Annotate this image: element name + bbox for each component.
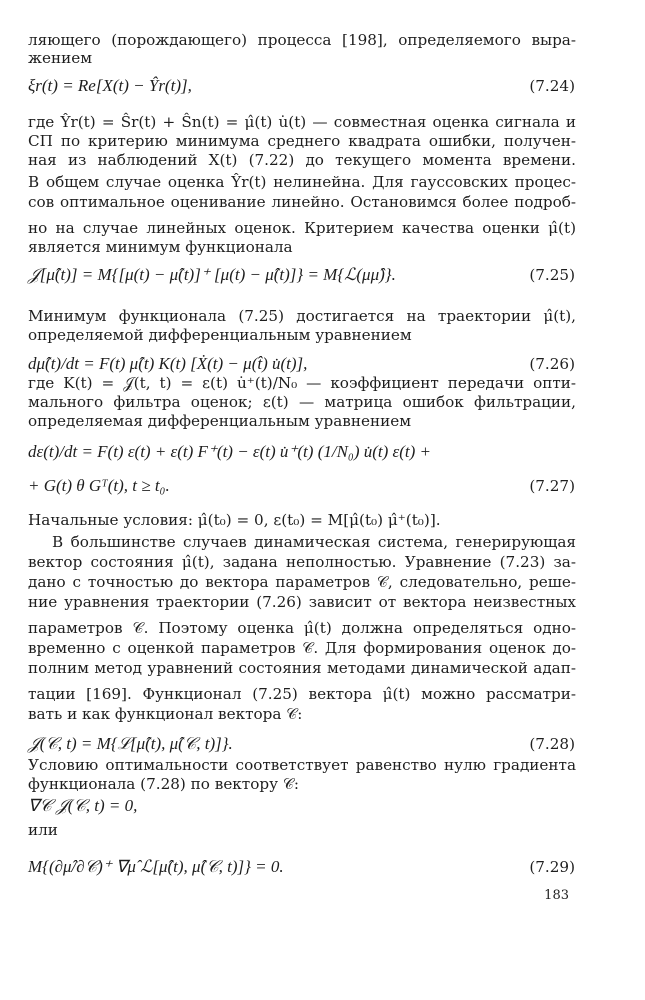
text-line: параметров 𝒞. Поэтому оценка μ̂(t) должна определяться одно- [28, 619, 576, 637]
text-line: где K(t) = 𝒥(t, t) = ε(t) u̇⁺(t)/N₀ — коэффициент передачи опти- [28, 374, 576, 392]
text-line: является минимум функционала [28, 238, 293, 256]
text-line: вектор состояния μ̂(t), задана неполностью. Уравнение (7.23) за- [28, 553, 576, 571]
equation-7-26: dμ̂(t)/dt = F(t) μ̂(t) K(t) [Ẋ(t) − μ(t̂) u̇(t)], [28, 354, 308, 373]
text-line: но на случае линейных оценок. Критерием качества оценки μ̂(t) [28, 219, 576, 237]
text-line: В общем случае оценка Ŷr(t) нелинейна. Для гауссовских процес- [28, 173, 576, 191]
text-line: определяемая дифференциальным уравнением [28, 412, 412, 430]
equation-7-27-cont: + G(t) θ Gᵀ(t), t ≥ t₀. [28, 476, 170, 495]
text-line: сов оптимальное оценивание линейно. Остановимся более подроб- [28, 193, 576, 211]
equation-gradient: ∇𝒞 𝒥(𝒞, t) = 0, [28, 796, 138, 815]
text-line: Условию оптимальности соответствует равенство нулю градиента [28, 756, 576, 774]
equation-7-28: 𝒥(𝒞, t) = M{ℒ[μ̂(t), μ̂(𝒞, t)]}. [28, 734, 233, 753]
text-line: тации [169]. Функционал (7.25) вектора μ̂(t) можно рассматри- [28, 685, 576, 703]
equation-7-25: 𝒥[μ̂(t)] = M{[μ(t) − μ̂(t)]⁺ [μ(t) − μ̂(t)]} = M{ℒ(μμ̂)}. [28, 265, 396, 284]
text-line: ние уравнения траектории (7.26) зависит от вектора неизвестных [28, 593, 576, 611]
equation-7-24: ξr(t) = Re[X(t) − Ŷr(t)], [28, 76, 192, 95]
equation-number: (7.28) [529, 735, 575, 753]
text-line: Минимум функционала (7.25) достигается на траектории μ̂(t), [28, 307, 576, 325]
text-line: мального фильтра оценок; ε(t) — матрица ошибок фильтрации, [28, 393, 576, 411]
text-line: полним метод уравнений состояния методами динамической адап- [28, 659, 576, 677]
equation-number: (7.29) [529, 858, 575, 876]
text-line: функционала (7.28) по вектору 𝒞: [28, 775, 300, 793]
equation-number: (7.24) [529, 77, 575, 95]
text-line: вать и как функционал вектора 𝒞: [28, 705, 303, 723]
text-line: где Ŷr(t) = Ŝr(t) + Ŝn(t) = μ̂(t) u̇(t) — совместная оценка сигнала и [28, 113, 576, 131]
text-line: дано с точностью до вектора параметров 𝒞, следовательно, реше- [28, 573, 576, 591]
equation-7-29: M{(∂μ̂/∂𝒞)⁺ ∇μ̂ ℒ[μ̂(t), μ̂(𝒞, t)]} = 0. [28, 857, 284, 876]
text-line: Начальные условия: μ̂(t₀) = 0, ε(t₀) = M[μ̂(t₀) μ̂⁺(t₀)]. [28, 511, 441, 529]
text-line: В большинстве случаев динамическая система, генерирующая [52, 533, 576, 551]
text-line: СП по критерию минимума среднего квадрата ошибки, получен- [28, 132, 576, 150]
page-number: 183 [544, 888, 569, 903]
equation-number: (7.27) [529, 477, 575, 495]
equation-7-27: dε(t)/dt = F(t) ε(t) + ε(t) F⁺(t) − ε(t) u̇⁺(t) (1/N₀) u̇(t) ε(t) + [28, 442, 431, 461]
text-line: или [28, 821, 58, 839]
text-line: жением [28, 49, 93, 67]
text-line: ная из наблюдений X(t) (7.22) до текущего момента времени. [28, 151, 576, 169]
equation-number: (7.25) [529, 266, 575, 284]
text-line: временно с оценкой параметров 𝒞. Для формирования оценок до- [28, 639, 576, 657]
text-line: ляющего (порождающего) процесса [198], определяемого выра- [28, 31, 576, 49]
equation-number: (7.26) [529, 355, 575, 373]
text-line: определяемой дифференциальным уравнением [28, 326, 412, 344]
